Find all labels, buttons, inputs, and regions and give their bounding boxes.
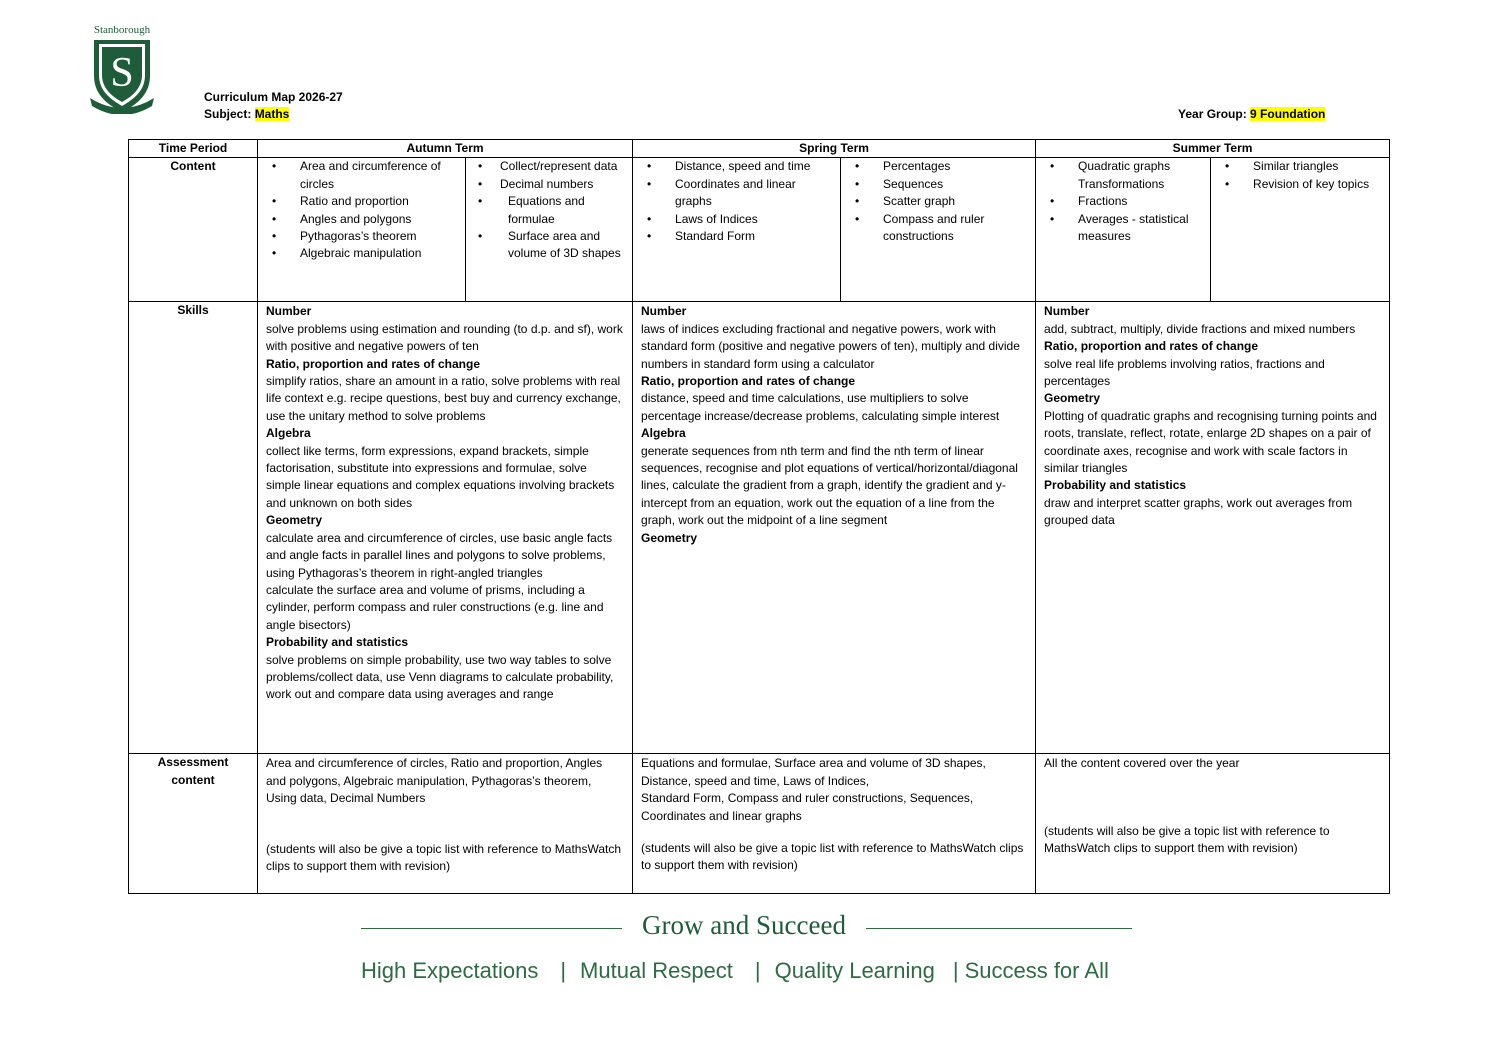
list-item: • Equations and formulae [494,193,624,228]
skills-summer [1036,302,1390,754]
value-separator: | [754,958,761,983]
list-item: • Angles and polygons [294,211,457,228]
assessment-spring [633,754,1036,894]
skills-spring [633,302,1036,754]
assessment-summer [1036,754,1390,894]
assessment-note: (students will also be give a topic list with reference to MathsWatch clips to support them with revision) [266,841,622,874]
list-item: • Scatter graph [877,193,1027,210]
assessment-autumn [258,754,633,894]
list-item: • Ratio and proportion [294,193,457,210]
skill-text: Plotting of quadratic graphs and recognising turning points and roots, translate, reflect, rotate, enlarge 2D shapes on a pair of coordinate axes, recognise and work with scale factors in similar triangles [1044,408,1377,476]
content-row [129,158,1390,302]
value-separator: | [952,958,959,983]
skill-heading: Ratio, proportion and rates of change [266,356,481,371]
list-item: • Averages - statistical measures [1072,211,1202,246]
list-item: • Distance, speed and time [669,158,832,175]
subject-label: Subject: [204,107,252,121]
list-item: • Surface area and volume of 3D shapes [494,228,624,263]
assessment-note: (students will also be give a topic list with reference to MathsWatch clips to support them with revision) [641,841,1024,873]
table-header-row [129,140,1390,158]
document-header [204,89,343,123]
list-item: • Coordinates and linear graphs [669,176,832,211]
assessment-row [129,754,1390,894]
skill-text: calculate the surface area and volume of prisms, including a cylinder, perform compass and ruler constructions (e.g. line and angle bisectors) [266,582,604,632]
subject-line [204,106,343,123]
skill-text: solve real life problems involving ratios, fractions and percentages [1044,356,1325,389]
footer-divider-left [361,928,622,929]
svg-text:S: S [110,50,134,96]
subject-value: Maths [254,107,290,121]
assessment-text: Standard Form, Compass and ruler constructions, Sequences, Coordinates and linear graphs [641,791,974,823]
header-summer-term: Summer Term [1036,140,1390,158]
list-item: • Algebraic manipulation [294,245,457,262]
list-item: • Percentages [877,158,1027,175]
value-separator: | [560,958,567,983]
year-group-line [1178,106,1325,123]
value-item: Mutual Respect [580,958,733,983]
list-item: • Quadratic graphs Transformations [1072,158,1202,193]
logo-school-name: Stanborough [93,24,151,36]
value-item: High Expectations [361,958,539,983]
skill-text: draw and interpret scatter graphs, work out averages from grouped data [1044,495,1353,528]
skill-heading: Algebra [266,426,311,441]
row-label-assessment: Assessment content [129,754,258,894]
list-item: • Fractions [1072,193,1202,210]
list-item: • Standard Form [669,228,832,245]
skill-heading: Geometry [1044,391,1101,406]
list-item: • Laws of Indices [669,211,832,228]
value-item: Quality Learning [774,958,935,983]
list-item: • Compass and ruler constructions [877,211,1027,246]
list-item: • Collect/represent data [494,158,624,175]
content-autumn-b [466,158,633,302]
skill-heading: Probability and statistics [266,635,409,650]
skills-row [129,302,1390,754]
skill-text: simplify ratios, share an amount in a ratio, solve problems with real life context e.g. recipe questions, best buy and currency exchange, use the unitary method to solve problems [266,374,621,423]
skill-text: generate sequences from nth term and find the nth term of linear sequences, recognise and plot equations of vertical/horizontal/diagonal lines, calculate the gradient from a graph, identify the gradient and y-intercept from an equation, work out the equation of a line from the graph, work out the midpoint of a line segment [641,443,1018,528]
skill-heading: Number [1044,304,1090,319]
skill-heading: Ratio, proportion and rates of change [1044,339,1259,354]
skill-text: calculate area and circumference of circles, use basic angle facts and angle facts in parallel lines and polygons to solve problems, using Pythagoras’s theorem in right-angled triangles [266,530,613,580]
year-group-label: Year Group: [1178,107,1247,121]
header-autumn-term: Autumn Term [258,140,633,158]
list-item: • Sequences [877,176,1027,193]
skill-text: add, subtract, multiply, divide fractions and mixed numbers [1044,321,1356,336]
skill-heading: Algebra [641,426,686,441]
skill-heading: Geometry [266,513,323,528]
row-label-content: Content [129,158,258,302]
skill-text: collect like terms, form expressions, expand brackets, simple factorisation, substitute into expressions and formulae, solve simple linear equations and complex equations involving brackets and unknown on both sides [266,443,615,510]
assessment-text: All the content covered over the year [1044,756,1240,771]
content-autumn-a [258,158,466,302]
list-item: • Similar triangles [1247,158,1381,175]
skill-heading: Number [641,304,687,319]
footer-motto: Grow and Succeed [642,910,846,940]
document-title: Curriculum Map 2026-27 [204,90,343,104]
school-values [361,958,1109,984]
assessment-text: Area and circumference of circles, Ratio and proportion, Angles and polygons, Algebraic manipulation, Pythagoras’s theorem, Using data, Decimal Numbers [266,756,603,806]
content-spring-b [841,158,1036,302]
header-spring-term: Spring Term [633,140,1036,158]
list-item: • Decimal numbers [494,176,624,193]
row-label-skills: Skills [129,302,258,754]
value-item: Success for All [964,958,1109,983]
skill-text: distance, speed and time calculations, use multipliers to solve percentage increase/decrease problems, calculating simple interest [641,391,1000,423]
skill-heading: Probability and statistics [1044,478,1187,493]
skill-text: solve problems on simple probability, use two way tables to solve problems/collect data, use Venn diagrams to calculate probability, work out and compare data using averages and range [266,652,614,702]
curriculum-table [128,139,1390,894]
shield-crest-icon [88,36,156,114]
footer-divider-right [866,928,1132,929]
assessment-text: Equations and formulae, Surface area and volume of 3D shapes, Distance, speed and time, Laws of Indices, [641,756,986,788]
school-logo [86,24,158,114]
skill-text: laws of indices excluding fractional and negative powers, work with standard form (positive and negative powers of ten), multiply and divide numbers in standard form using a calculator [641,321,1020,371]
content-summer-b [1211,158,1390,302]
header-time-period: Time Period [129,140,258,158]
skill-heading: Geometry [641,530,698,545]
skill-heading: Number [266,304,312,319]
list-item: • Revision of key topics [1247,176,1381,193]
assessment-note: (students will also be give a topic list with reference to MathsWatch clips to support them with revision) [1044,823,1330,856]
skill-text: solve problems using estimation and rounding (to d.p. and sf), work with positive and negative powers of ten [266,321,623,354]
list-item: • Pythagoras’s theorem [294,228,457,245]
skills-autumn [258,302,633,754]
year-group-value: 9 Foundation [1250,107,1326,121]
content-spring-a [633,158,841,302]
content-summer-a [1036,158,1211,302]
skill-heading: Ratio, proportion and rates of change [641,374,856,389]
list-item: • Area and circumference of circles [294,158,457,193]
